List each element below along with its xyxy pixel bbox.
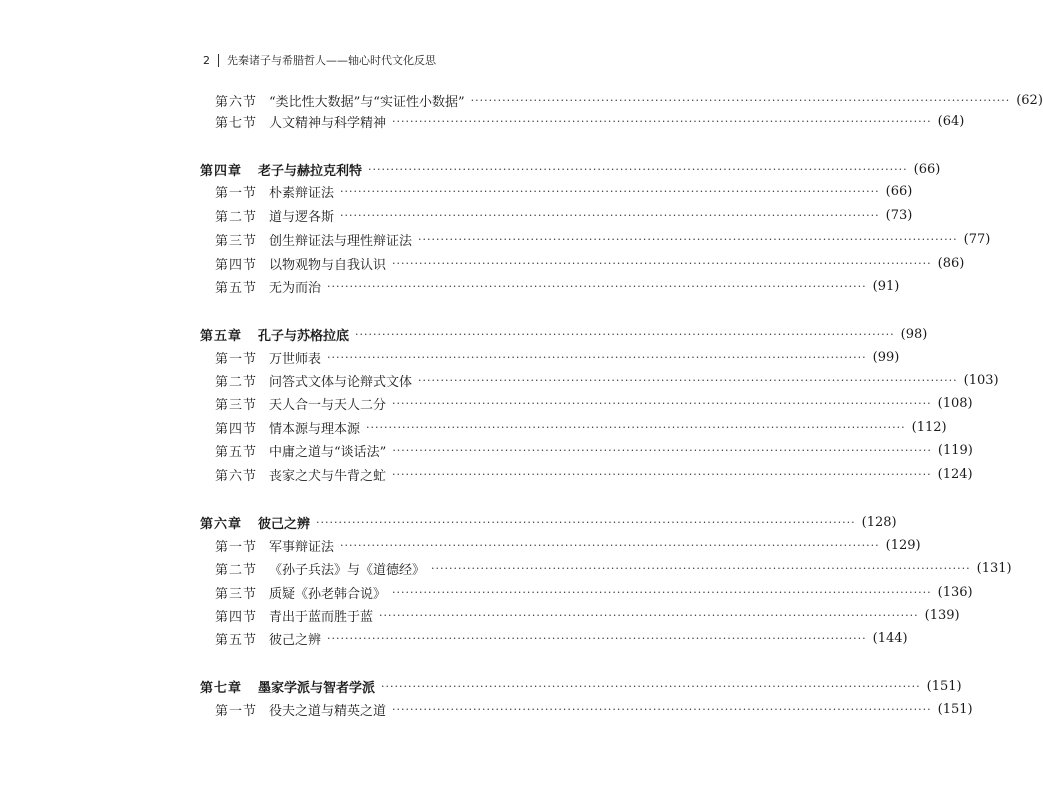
section-number: 第一节 xyxy=(215,539,258,555)
page-reference: (73) xyxy=(885,207,913,223)
section-number: 第五节 xyxy=(215,632,258,648)
dot-leader: ························································································································ xyxy=(366,420,906,434)
toc-chapter-row xyxy=(200,159,941,179)
section-number: 第四节 xyxy=(215,609,258,625)
section-title: 朴素辩证法 xyxy=(269,185,335,201)
dot-leader: ························································································································ xyxy=(327,279,867,293)
toc-section-row xyxy=(215,347,900,367)
section-number: 第七节 xyxy=(215,115,258,131)
section-title: 人文精神与科学精神 xyxy=(269,115,387,131)
toc-section-row xyxy=(215,417,947,437)
dot-leader: ························································································································ xyxy=(340,184,880,198)
section-number: 第四节 xyxy=(215,421,258,437)
toc-section-row xyxy=(215,393,973,413)
dot-leader: ························································································································ xyxy=(392,114,932,128)
section-title: 役夫之道与精英之道 xyxy=(269,703,387,719)
toc-section-row xyxy=(215,605,960,625)
toc-section-row xyxy=(215,370,999,390)
toc-chapter-row xyxy=(200,676,962,696)
toc-section-row xyxy=(215,535,921,555)
section-title: 道与逻各斯 xyxy=(269,209,335,225)
dot-leader: ························································································································ xyxy=(327,631,867,645)
section-number: 第四节 xyxy=(215,257,258,273)
dot-leader: ························································································································ xyxy=(418,232,958,246)
section-title: 情本源与理本源 xyxy=(269,421,361,437)
section-title: 万世师表 xyxy=(269,351,322,367)
section-title: 丧家之犬与牛背之虻 xyxy=(269,468,387,484)
section-title: 天人合一与天人二分 xyxy=(269,397,387,413)
chapter-title: 墨家学派与智者学派 xyxy=(258,680,376,696)
page-reference: (77) xyxy=(963,231,991,247)
toc-section-row xyxy=(215,558,1012,578)
section-number: 第二节 xyxy=(215,562,258,578)
section-title: “类比性大数据”与“实证性小数据” xyxy=(269,94,465,110)
page-reference: (66) xyxy=(885,183,913,199)
dot-leader: ························································································································ xyxy=(392,585,932,599)
dot-leader: ························································································································ xyxy=(316,515,856,529)
toc-section-row xyxy=(215,205,913,225)
page-reference: (91) xyxy=(872,278,900,294)
page-reference: (98) xyxy=(900,326,928,342)
section-number: 第三节 xyxy=(215,586,258,602)
toc-section-row xyxy=(215,464,973,484)
section-number: 第二节 xyxy=(215,374,258,390)
section-number: 第三节 xyxy=(215,233,258,249)
page-reference: (86) xyxy=(937,255,965,271)
section-number: 第三节 xyxy=(215,397,258,413)
dot-leader: ························································································································ xyxy=(381,679,921,693)
dot-leader: ························································································································ xyxy=(392,702,932,716)
page-reference: (66) xyxy=(913,161,941,177)
section-number: 第六节 xyxy=(215,468,258,484)
chapter-title: 老子与赫拉克利特 xyxy=(258,163,363,179)
page-reference: (64) xyxy=(937,113,965,129)
section-title: 《孙子兵法》与《道德经》 xyxy=(269,562,426,578)
page-reference: (62) xyxy=(1016,92,1043,108)
dot-leader: ························································································································ xyxy=(392,443,932,457)
chapter-number: 第六章 xyxy=(200,516,243,532)
section-number: 第二节 xyxy=(215,209,258,225)
section-title: 无为而治 xyxy=(269,280,322,296)
book-title: 先秦诸子与希腊哲人——轴心时代文化反思 xyxy=(227,54,436,67)
section-number: 第五节 xyxy=(215,280,258,296)
dot-leader: ························································································································ xyxy=(418,373,958,387)
chapter-title: 彼己之辨 xyxy=(258,516,311,532)
dot-leader: ························································································································ xyxy=(340,208,880,222)
section-title: 问答式文体与论辩式文体 xyxy=(269,374,413,390)
section-title: 创生辩证法与理性辩证法 xyxy=(269,233,413,249)
page-reference: (119) xyxy=(937,442,973,458)
toc-section-row xyxy=(215,440,973,460)
dot-leader: ························································································································ xyxy=(392,256,932,270)
toc-section-row xyxy=(215,699,973,719)
toc-section-row xyxy=(215,628,908,648)
section-number: 第一节 xyxy=(215,703,258,719)
page-number: 2 xyxy=(203,53,210,67)
page-reference: (99) xyxy=(872,349,900,365)
page-reference: (131) xyxy=(976,560,1012,576)
page-reference: (128) xyxy=(861,514,897,530)
dot-leader: ························································································································ xyxy=(392,396,932,410)
chapter-number: 第四章 xyxy=(200,163,243,179)
chapter-title: 孔子与苏格拉底 xyxy=(258,328,350,344)
page-reference: (151) xyxy=(937,701,973,717)
page-reference: (151) xyxy=(926,678,962,694)
section-number: 第五节 xyxy=(215,444,258,460)
section-title: 质疑《孙老韩合说》 xyxy=(269,586,387,602)
dot-leader: ························································································································ xyxy=(470,93,1011,107)
toc-section-row xyxy=(215,582,973,602)
section-number: 第一节 xyxy=(215,351,258,367)
page-reference: (129) xyxy=(885,537,921,553)
page-reference: (103) xyxy=(963,372,999,388)
chapter-number: 第五章 xyxy=(200,328,243,344)
section-title: 青出于蓝而胜于蓝 xyxy=(269,609,374,625)
section-title: 彼己之辨 xyxy=(269,632,322,648)
toc-chapter-row xyxy=(200,512,897,532)
section-title: 中庸之道与“谈话法” xyxy=(269,444,387,460)
page-reference: (136) xyxy=(937,584,973,600)
page-reference: (112) xyxy=(911,419,947,435)
page-reference: (144) xyxy=(872,630,908,646)
dot-leader: ························································································································ xyxy=(355,327,895,341)
dot-leader: ························································································································ xyxy=(379,608,919,622)
section-number: 第六节 xyxy=(215,94,258,110)
page-reference: (139) xyxy=(924,607,960,623)
section-number: 第一节 xyxy=(215,185,258,201)
section-title: 以物观物与自我认识 xyxy=(269,257,387,273)
toc-section-row xyxy=(215,90,1043,110)
dot-leader: ························································································································ xyxy=(431,561,971,575)
dot-leader: ························································································································ xyxy=(327,350,867,364)
toc-section-row xyxy=(215,253,965,273)
toc-section-row xyxy=(215,229,991,249)
dot-leader: ························································································································ xyxy=(392,467,932,481)
toc-section-row xyxy=(215,111,965,131)
page-reference: (108) xyxy=(937,395,973,411)
section-title: 军事辩证法 xyxy=(269,539,335,555)
page-reference: (124) xyxy=(937,466,973,482)
dot-leader: ························································································································ xyxy=(340,538,880,552)
toc-section-row xyxy=(215,181,913,201)
toc-section-row xyxy=(215,276,900,296)
dot-leader: ························································································································ xyxy=(368,162,908,176)
chapter-number: 第七章 xyxy=(200,680,243,696)
toc-chapter-row xyxy=(200,324,928,344)
